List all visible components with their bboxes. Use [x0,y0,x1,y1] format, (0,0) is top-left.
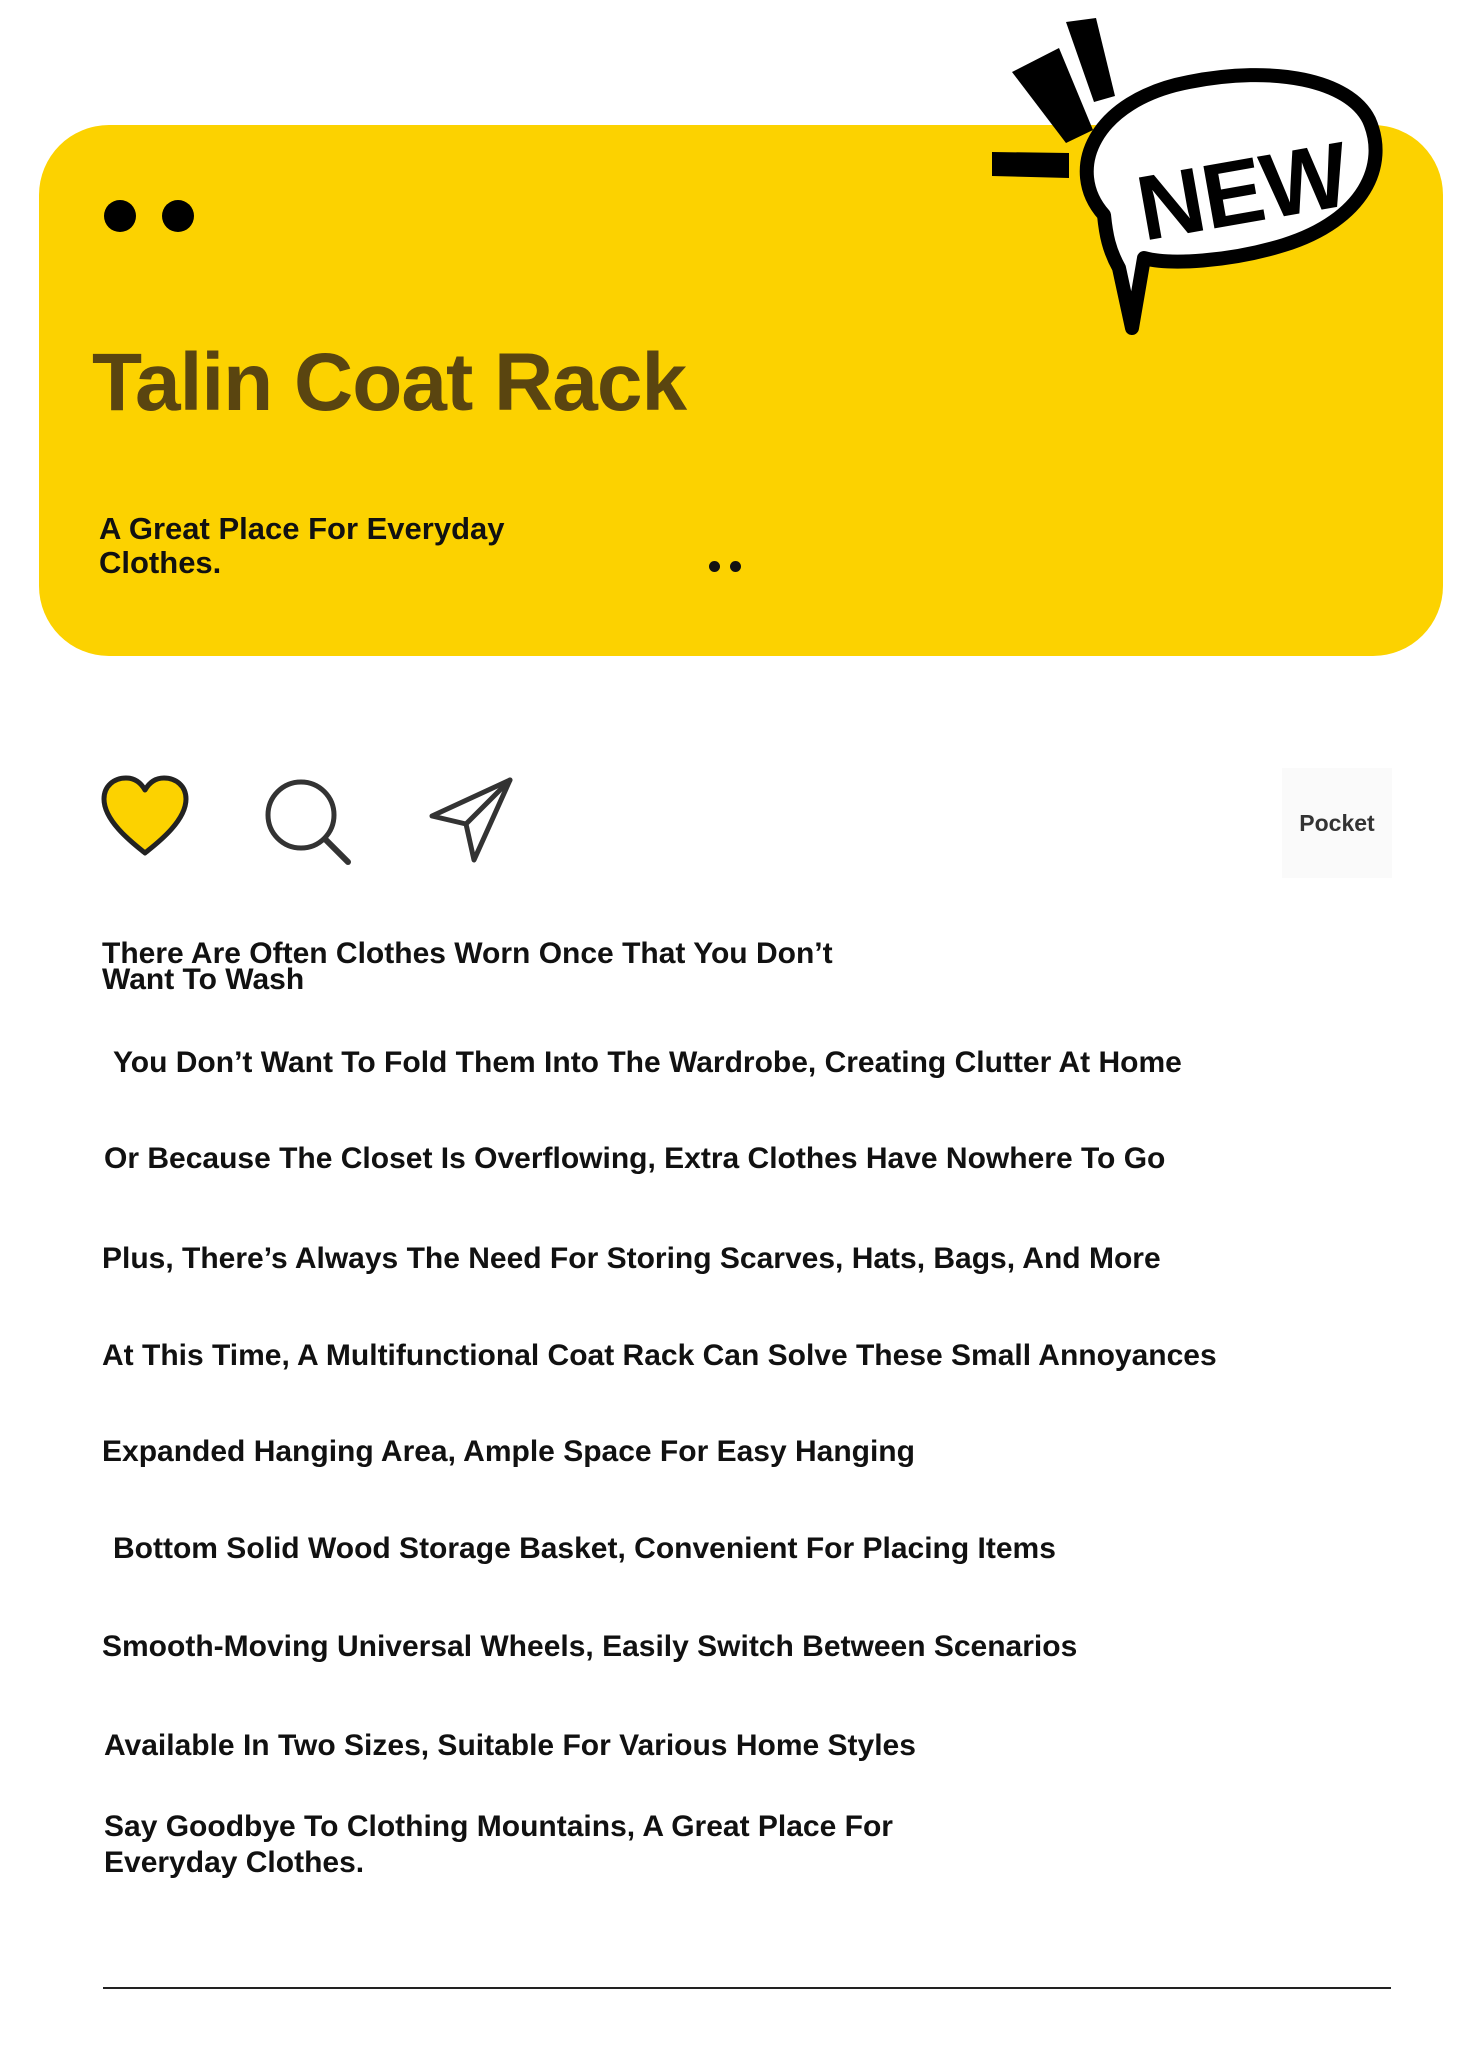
hero-dots [104,200,194,232]
list-item: Or Because The Closet Is Overflowing, Extra Clothes Have Nowhere To Go [104,1142,1166,1175]
list-item: Smooth-Moving Universal Wheels, Easily Switch Between Scenarios [102,1630,1078,1663]
dot [104,200,136,232]
new-badge-label: NEW [1129,123,1356,261]
search-icon[interactable] [262,776,354,868]
heart-icon[interactable] [100,775,190,857]
list-item: Expanded Hanging Area, Ample Space For Easy Hanging [102,1435,915,1468]
page-title: Talin Coat Rack [92,337,687,428]
dot [709,561,720,572]
list-item: At This Time, A Multifunctional Coat Rack Can Solve These Small Annoyances [102,1339,1217,1372]
list-item: Say Goodbye To Clothing Mountains, A Great Place For Everyday Clothes. [104,1810,893,1879]
list-item: Available In Two Sizes, Suitable For Various Home Styles [104,1729,916,1762]
dot [162,200,194,232]
list-item: There Are Often Clothes Worn Once That You Don’t Want To Wash [102,937,833,996]
list-item: Plus, There’s Always The Need For Storing Scarves, Hats, Bags, And More [102,1242,1161,1275]
divider [103,1987,1391,1989]
send-icon[interactable] [428,776,516,864]
pocket-button[interactable] [1282,768,1392,878]
list-item: Bottom Solid Wood Storage Basket, Convenient For Placing Items [113,1532,1056,1565]
list-item: You Don’t Want To Fold Them Into The Wardrobe, Creating Clutter At Home [113,1046,1182,1079]
pocket-label: Pocket [1299,809,1375,836]
hero-small-dots [709,561,741,572]
hero-subtitle: A Great Place For Everyday Clothes. [99,511,505,580]
dot [730,561,741,572]
